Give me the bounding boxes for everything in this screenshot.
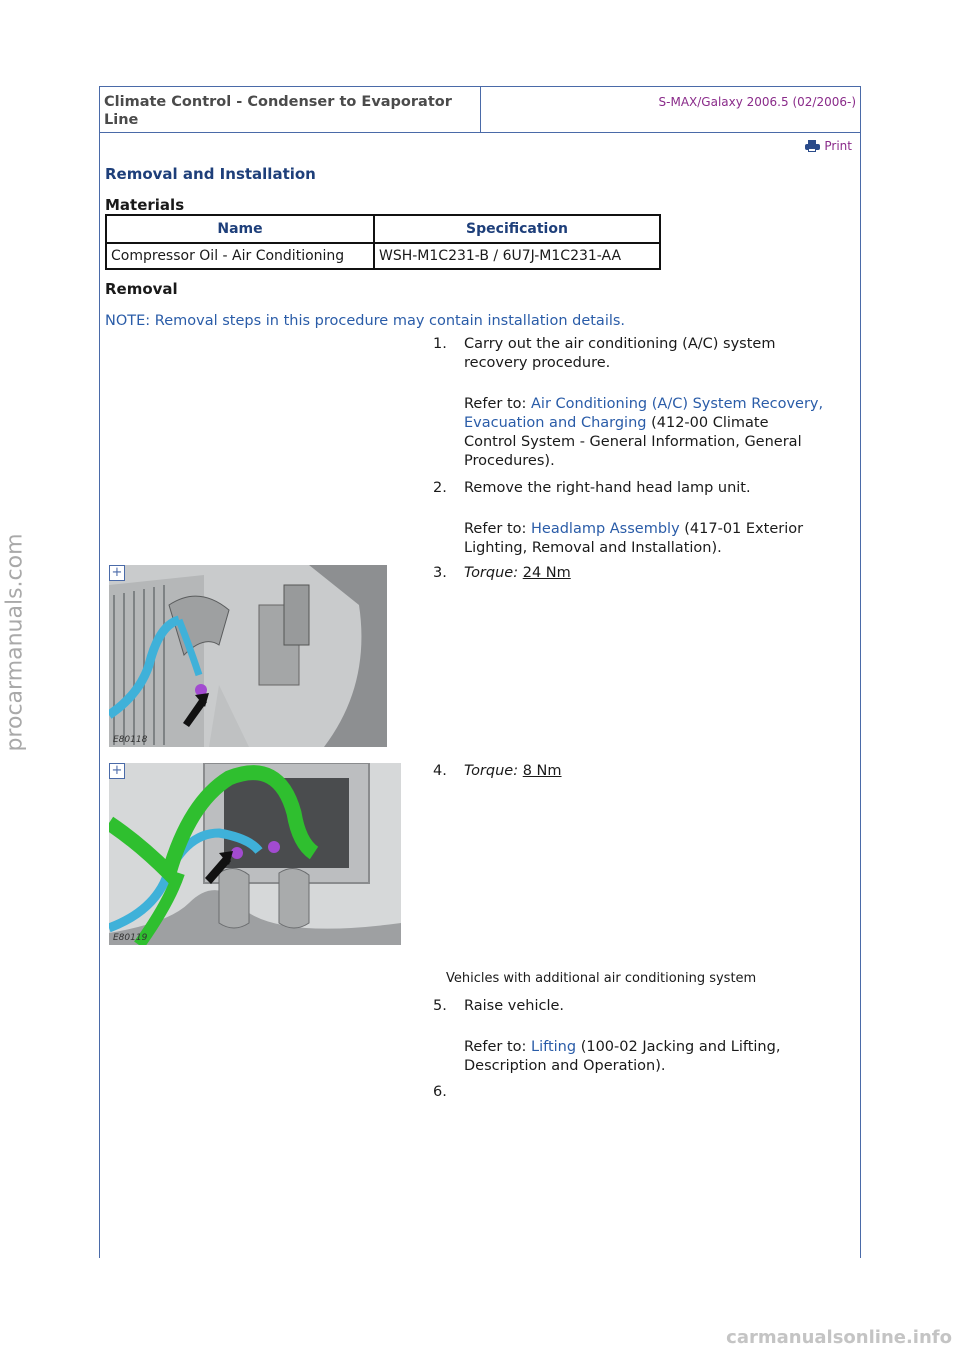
material-name: Compressor Oil - Air Conditioning	[106, 243, 374, 269]
torque-label: Torque:	[464, 763, 519, 779]
header	[100, 87, 860, 133]
step-text: Remove the right-hand head lamp unit.	[464, 480, 751, 496]
header-divider	[480, 87, 481, 132]
step-text: Carry out the air conditioning (A/C) system recovery procedure.	[464, 336, 776, 371]
section-title: Removal and Installation	[105, 165, 316, 183]
refer-prefix: Refer to:	[464, 1039, 527, 1055]
figure-e80118	[109, 565, 387, 747]
figure-code: E80118	[113, 735, 148, 745]
footer-watermark: carmanualsonline.info	[726, 1327, 952, 1348]
figure-e80118-illustration	[109, 565, 387, 747]
printer-icon	[805, 140, 820, 152]
torque-value: 8 Nm	[522, 763, 562, 779]
lifting-link[interactable]: Lifting	[531, 1039, 577, 1055]
document-frame	[99, 86, 861, 1258]
refer-suffix: (412-00 Climate Control System - General Information, General Procedures).	[464, 415, 802, 469]
step-text: Raise vehicle.	[464, 998, 565, 1014]
print-label: Print	[824, 139, 852, 153]
page-title: Climate Control - Condenser to Evaporator Line	[104, 94, 452, 128]
model-label: S-MAX/Galaxy 2006.5 (02/2006-)	[658, 95, 856, 109]
torque-label: Torque:	[464, 565, 519, 581]
headlamp-assembly-link[interactable]: Headlamp Assembly	[531, 521, 680, 537]
ac-recovery-link[interactable]: Air Conditioning (A/C) System Recovery, Evacuation and Charging	[464, 396, 824, 431]
column-header-specification: Specification	[374, 215, 660, 243]
removal-note: NOTE: Removal steps in this procedure may contain installation details.	[105, 313, 626, 329]
table-row	[106, 243, 660, 269]
refer-suffix: (417-01 Exterior Lighting, Removal and Installation).	[464, 521, 804, 556]
print-button[interactable]	[805, 139, 852, 153]
step-number: 1.	[433, 336, 447, 352]
figure-code: E80119	[113, 933, 148, 943]
step-number: 2.	[433, 480, 447, 496]
materials-heading: Materials	[105, 196, 185, 214]
zoom-icon[interactable]: +	[109, 763, 125, 779]
refer-prefix: Refer to:	[464, 396, 527, 412]
refer-suffix: (100-02 Jacking and Lifting, Description and Operation).	[464, 1039, 781, 1074]
step-number: 3.	[433, 565, 447, 581]
figure-e80119	[109, 763, 401, 945]
step-number: 5.	[433, 998, 447, 1014]
step-number: 4.	[433, 763, 447, 779]
torque-value: 24 Nm	[522, 565, 571, 581]
removal-heading: Removal	[105, 280, 178, 298]
column-header-name: Name	[106, 215, 374, 243]
zoom-icon[interactable]: +	[109, 565, 125, 581]
side-watermark: procarmanuals.com	[2, 533, 28, 752]
variant-caption: Vehicles with additional air conditioning system	[446, 971, 757, 986]
materials-table	[105, 214, 661, 270]
material-spec: WSH-M1C231-B / 6U7J-M1C231-AA	[374, 243, 660, 269]
step-number: 6.	[433, 1084, 447, 1100]
refer-prefix: Refer to:	[464, 521, 527, 537]
figure-e80119-illustration	[109, 763, 401, 945]
